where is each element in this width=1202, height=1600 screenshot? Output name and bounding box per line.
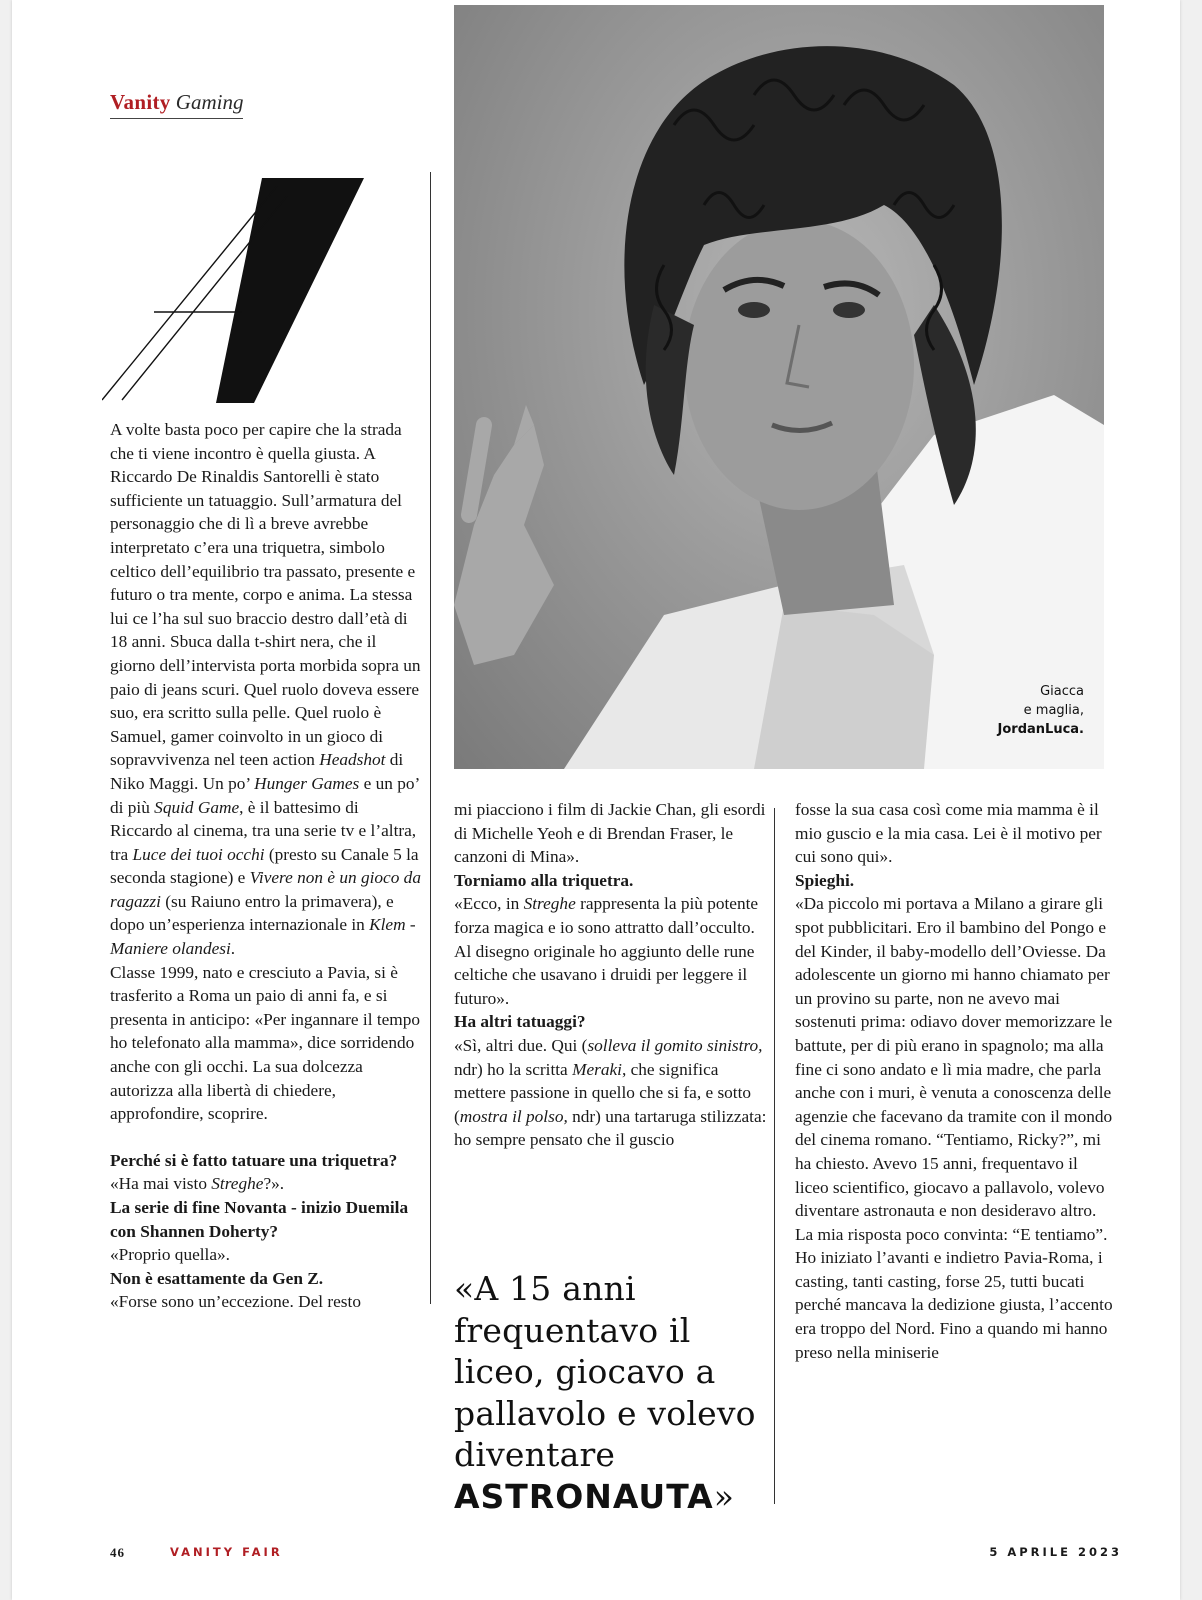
column-rule-left [430,172,431,1304]
paragraph-text: (su Raiuno entro la primavera), e dopo un’esperienza internazionale in [110,891,394,935]
photo-caption [998,682,1084,739]
article-column-1 [110,418,422,1314]
portrait-photo [454,5,1104,769]
italic-title: Hunger Games [254,773,360,793]
article-column-3 [795,798,1115,1364]
paragraph-text: . [230,939,236,959]
interview-question: La serie di fine Novanta - inizio Duemila con Shannen Doherty? [110,1198,409,1241]
paragraph-text: e un po’ di più [110,773,419,817]
italic-title: Klem - Maniere olandesi [110,915,416,959]
caption-line: Giacca [1040,684,1084,699]
answer-text: ndr) una tartaruga stilizzata: ho sempre pensato che il guscio [454,1106,767,1150]
interview-answer: «Da piccolo mi portava a Milano a girare gli spot pubblicitari. Ero il bambino del Pongo e del Kinder, il baby-modello dell’Oviesse. Da adolescente un giorno mi hanno chiamato per un provino su parte, non ne avevo mai sostenuti prima: odiavo dover memorizzare le battute, per di più erano in spagnolo; ma alla fine ci sono andato e lì mia madre, che parla anche con i muri, è venuta a conoscenza delle agenzie che facevano da tramite con il mondo del cinema romano. “Tentiamo, Ricky?”, mi ha chiesto. Avevo 15 anni, frequentavo il liceo scientifico, giocavo a pallavolo, volevo diventare astronauta e non desideravo altro. La mia risposta poco convinta: “E tentiamo”. Ho iniziato l’avanti e indietro Pavia-Roma, i casting, tanti casting, forse 25, tutti bucati perché mancava la dedizione giusta, l’accento era troppo del Nord. Fino a quando mi hanno preso nella miniserie [795,894,1113,1362]
interview-answer [110,1172,422,1196]
italic-title: Headshot [319,750,386,770]
paragraph-text: di Niko Maggi. Un po’ [110,750,404,793]
interview-question: Torniamo alla triquetra. [454,870,634,890]
italic-aside: solleva il gomito sinistro, [587,1035,763,1055]
interview-answer: «Forse sono un’eccezione. Del resto [110,1292,361,1312]
interview-answer: fosse la sua casa così come mia mamma è il mio guscio e la mia casa. Lei è il motivo per cui sono qui». [795,800,1102,867]
italic-word: Meraki [572,1059,622,1079]
italic-title: Luce dei tuoi occhi [132,844,265,864]
answer-text: «Sì, altri due. Qui ( [454,1035,588,1055]
answer-text: ndr) ho la scritta [454,1059,573,1079]
section-header [110,88,243,119]
caption-credit: JordanLuca. [997,722,1084,737]
issue-date: 5 APRILE 2023 [989,1545,1122,1559]
italic-aside: mostra il polso, [459,1106,568,1126]
paragraph: Classe 1999, nato e cresciuto a Pavia, si è trasferito a Roma un paio di anni fa, e si presenta in anticipo: «Per ingannare il tempo ho telefonato alla mamma», dice sorridendo anche con gli occhi. La sua dolcezza autorizza alla libertà di chiedere, approfondire, scoprire. [110,962,421,1124]
italic-title: Streghe [523,894,576,914]
interview-question: Spieghi. [795,870,855,890]
paragraph-text: , è il battesimo di Riccardo al cinema, tra una serie tv e l’altra, tra [110,797,417,864]
magazine-page [12,0,1180,1600]
pull-quote-emphasis: ASTRONAUTA [454,1476,714,1516]
interview-question: Perché si è fatto tatuare una triquetra? [110,1150,398,1170]
interview-question: Non è esattamente da Gen Z. [110,1268,324,1288]
interview-question: Ha altri tatuaggi? [454,1012,586,1032]
italic-title: Squid Game [154,797,240,817]
interview-answer [454,1034,772,1152]
interview-answer: «Proprio quella». [110,1245,230,1265]
portrait-illustration [454,5,1104,769]
answer-text: «Ha mai visto [110,1174,212,1194]
paragraph-text: A volte basta poco per capire che la strada che ti viene incontro è quella giusta. A Riccardo De Rinaldis Santorelli è stato sufficiente un tatuaggio. Sull’armatura del personaggio che di lì a breve avrebbe interpretato c’era una triquetra, simbolo celtico dell’equilibrio tra passato, presente e futuro o tra mente, corpo e anima. La stessa lui ce l’ha sul suo braccio destro dall’età di 18 anni. Sbuca dalla t-shirt nera, che il giorno dell’intervista porta morbida sopra un paio di jeans scuri. Quel ruolo doveva essere suo, era scritto sulla pelle. Quel ruolo è Samuel, gamer coinvolto in un gioco di sopravvivenza nel teen action [110,420,421,770]
article-column-2 [454,798,772,1152]
paragraph-text: (presto su Canale 5 la seconda stagione) e [110,844,419,888]
magazine-name: VANITY FAIR [170,1545,283,1559]
answer-text: , che significa mettere passione in quello che si fa, e sotto ( [454,1059,752,1126]
section-topic: Gaming [175,90,244,114]
page-number: 46 [110,1545,125,1560]
dropcap-letter-a [102,178,372,403]
pull-quote [454,1268,784,1517]
italic-title: Vivere non è un gioco da ragazzi [110,868,421,911]
interview-answer [454,892,772,1010]
answer-text: rappresenta la più potente forza magica e io sono attratto dall’occulto. Al disegno originale ho aggiunto delle rune celtiche che usavano i druidi per leggere il futuro». [454,894,759,1008]
answer-text: ?». [263,1174,285,1194]
italic-title: Streghe [211,1174,264,1194]
pull-quote-text: «A 15 anni frequentavo il liceo, giocavo a pallavolo e volevo diventare [454,1269,756,1474]
interview-answer: mi piacciono i film di Jackie Chan, gli esordi di Michelle Yeoh e di Brendan Fraser, le canzoni di Mina». [454,800,766,867]
section-brand: Vanity [110,90,171,114]
answer-text: «Ecco, in [454,894,524,914]
caption-line: e maglia, [1023,703,1084,718]
pull-quote-close: » [713,1476,735,1516]
paragraph-intro [110,418,422,961]
